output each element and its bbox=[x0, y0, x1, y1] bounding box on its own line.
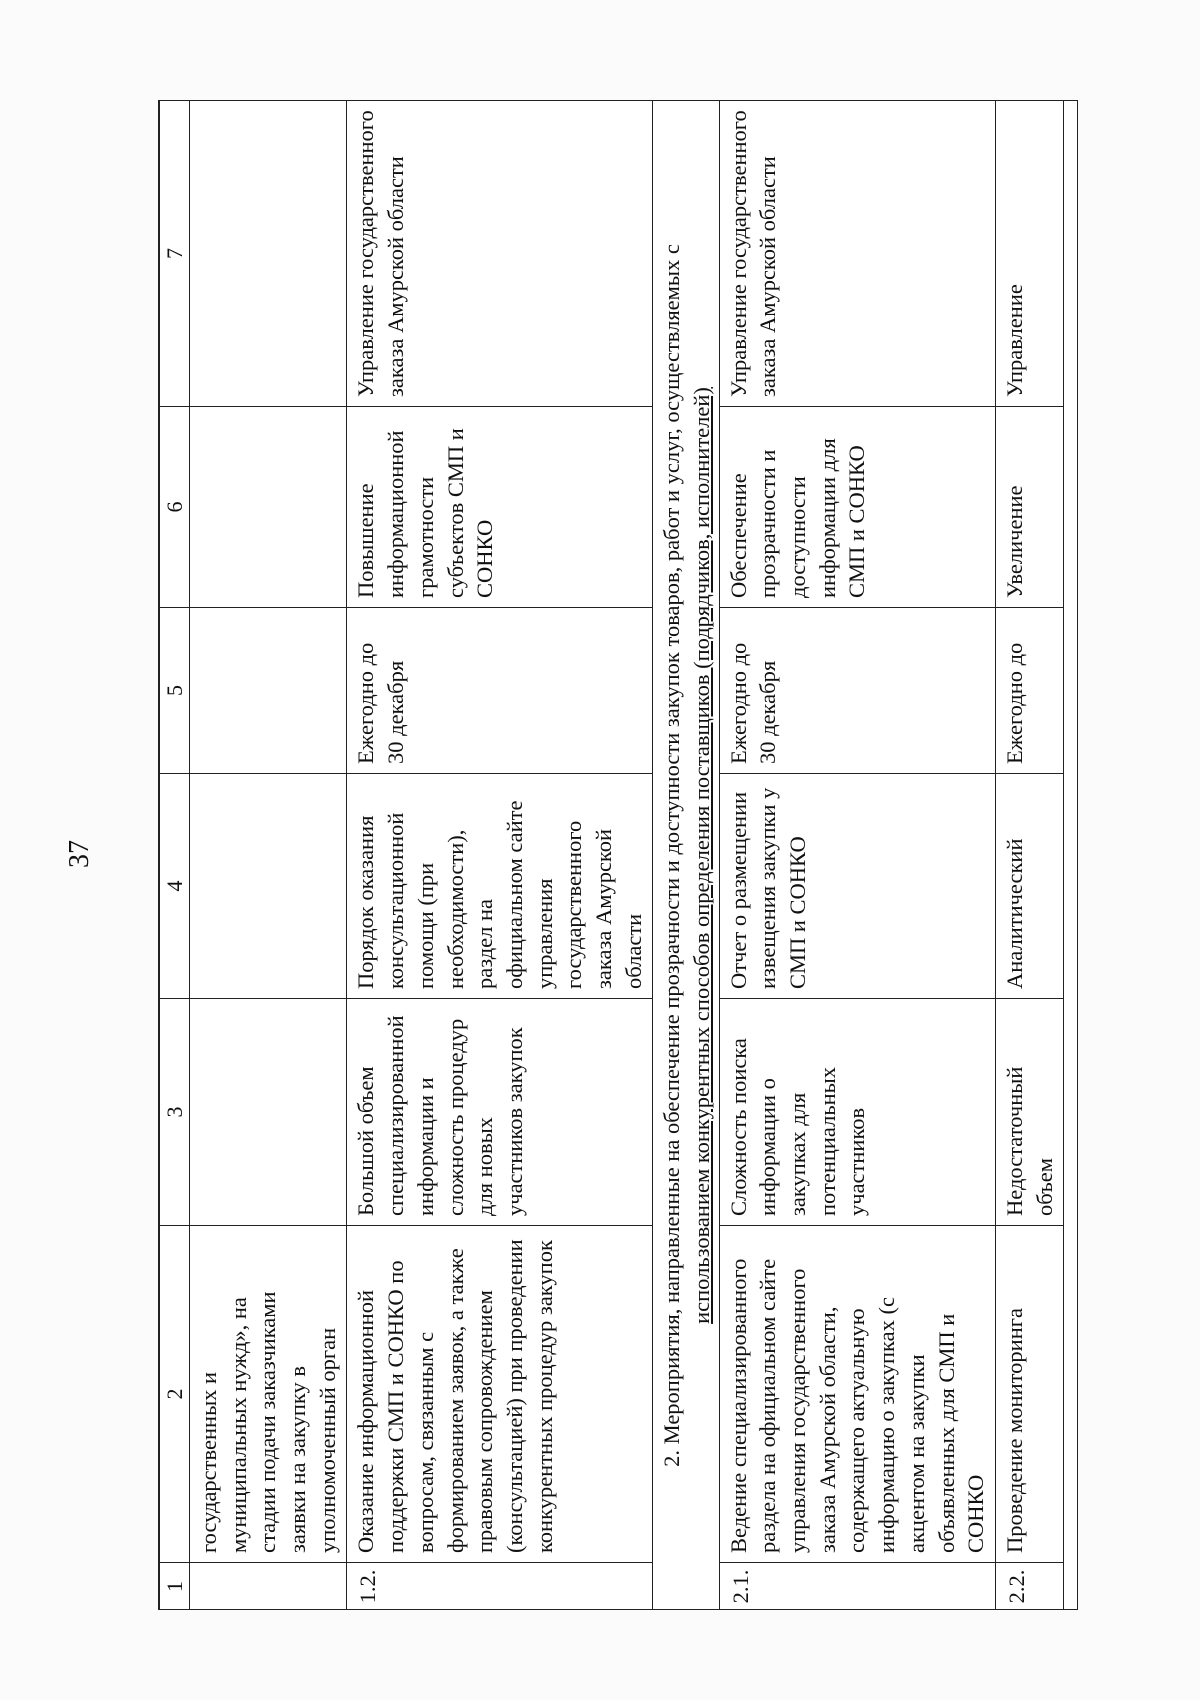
term-cell bbox=[190, 608, 347, 774]
column-number: 5 bbox=[160, 608, 190, 774]
problem-cell: Недостаточный объем bbox=[995, 999, 1063, 1226]
section-heading bbox=[653, 101, 719, 1611]
result-cell bbox=[190, 774, 347, 999]
term-cell: Ежегодно до bbox=[995, 608, 1063, 774]
column-number-row bbox=[160, 101, 190, 1611]
measure-cell: государственных и муниципальных нужд», на стадии подачи заказчиками заявки на закупку в уполномоченный орган bbox=[190, 1226, 347, 1563]
row-number: 2.1. bbox=[719, 1563, 995, 1611]
executor-cell: Управление государственного заказа Амурской области bbox=[347, 101, 653, 407]
section-heading-row bbox=[653, 101, 719, 1611]
measures-table bbox=[159, 100, 1064, 1610]
problem-cell bbox=[190, 999, 347, 1226]
row-number: 2.2. bbox=[995, 1563, 1063, 1611]
effect-cell: Повышение информационной грамотности субъектов СМП и СОНКО bbox=[347, 407, 653, 608]
measure-cell: Проведение мониторинга bbox=[995, 1226, 1063, 1563]
term-cell: Ежегодно до 30 декабря bbox=[719, 608, 995, 774]
table-row bbox=[347, 101, 653, 1611]
result-cell: Отчет о размещении извещения закупки у СМП и СОНКО bbox=[719, 774, 995, 999]
executor-cell bbox=[190, 101, 347, 407]
effect-cell bbox=[190, 407, 347, 608]
effect-cell: Увеличение bbox=[995, 407, 1063, 608]
rotated-table bbox=[159, 101, 1078, 1610]
effect-cell: Обеспечение прозрачности и доступности информации для СМП и СОНКО bbox=[719, 407, 995, 608]
column-number: 3 bbox=[160, 999, 190, 1226]
result-cell: Аналитический bbox=[995, 774, 1063, 999]
column-number: 7 bbox=[160, 101, 190, 407]
row-number: 1.2. bbox=[347, 1563, 653, 1611]
term-cell: Ежегодно до 30 декабря bbox=[347, 608, 653, 774]
executor-cell: Управление bbox=[995, 101, 1063, 407]
problem-cell: Сложность поиска информации о закупках для потенциальных участников bbox=[719, 999, 995, 1226]
table-row bbox=[719, 101, 995, 1611]
section-heading-line: 2. Мероприятия, направленные на обеспечение прозрачности и доступности закупок товаров, работ и услуг, осуществляемых с bbox=[659, 244, 685, 1467]
measure-cell: Оказание информационной поддержки СМП и СОНКО по вопросам, связанным с формированием заявок, а также правовым сопровождением (консультацией) при проведении конкурентных процедур закупок bbox=[347, 1226, 653, 1563]
table-row bbox=[995, 101, 1063, 1611]
executor-cell: Управление государственного заказа Амурской области bbox=[719, 101, 995, 407]
column-number: 2 bbox=[160, 1226, 190, 1563]
result-cell: Порядок оказания консультационной помощи (при необходимости), раздел на официальном сайте управления государственного заказа Амурской области bbox=[347, 774, 653, 999]
page-number: 37 bbox=[64, 840, 95, 868]
measures-table-frame bbox=[158, 100, 1078, 1610]
column-number: 6 bbox=[160, 407, 190, 608]
table-row bbox=[190, 101, 347, 1611]
row-number bbox=[190, 1563, 347, 1611]
column-number: 4 bbox=[160, 774, 190, 999]
column-number: 1 bbox=[160, 1563, 190, 1611]
section-heading-line: использованием конкурентных способов определения поставщиков (подрядчиков, исполнителей) bbox=[689, 387, 715, 1324]
problem-cell: Большой объем специализированной информации и сложность процедур для новых участников закупок bbox=[347, 999, 653, 1226]
measure-cell: Ведение специализированного раздела на официальном сайте управления государственного заказа Амурской области, содержащего актуальную информацию о закупках (с акцентом на закупки объявленных для СМП и СОНКО bbox=[719, 1226, 995, 1563]
